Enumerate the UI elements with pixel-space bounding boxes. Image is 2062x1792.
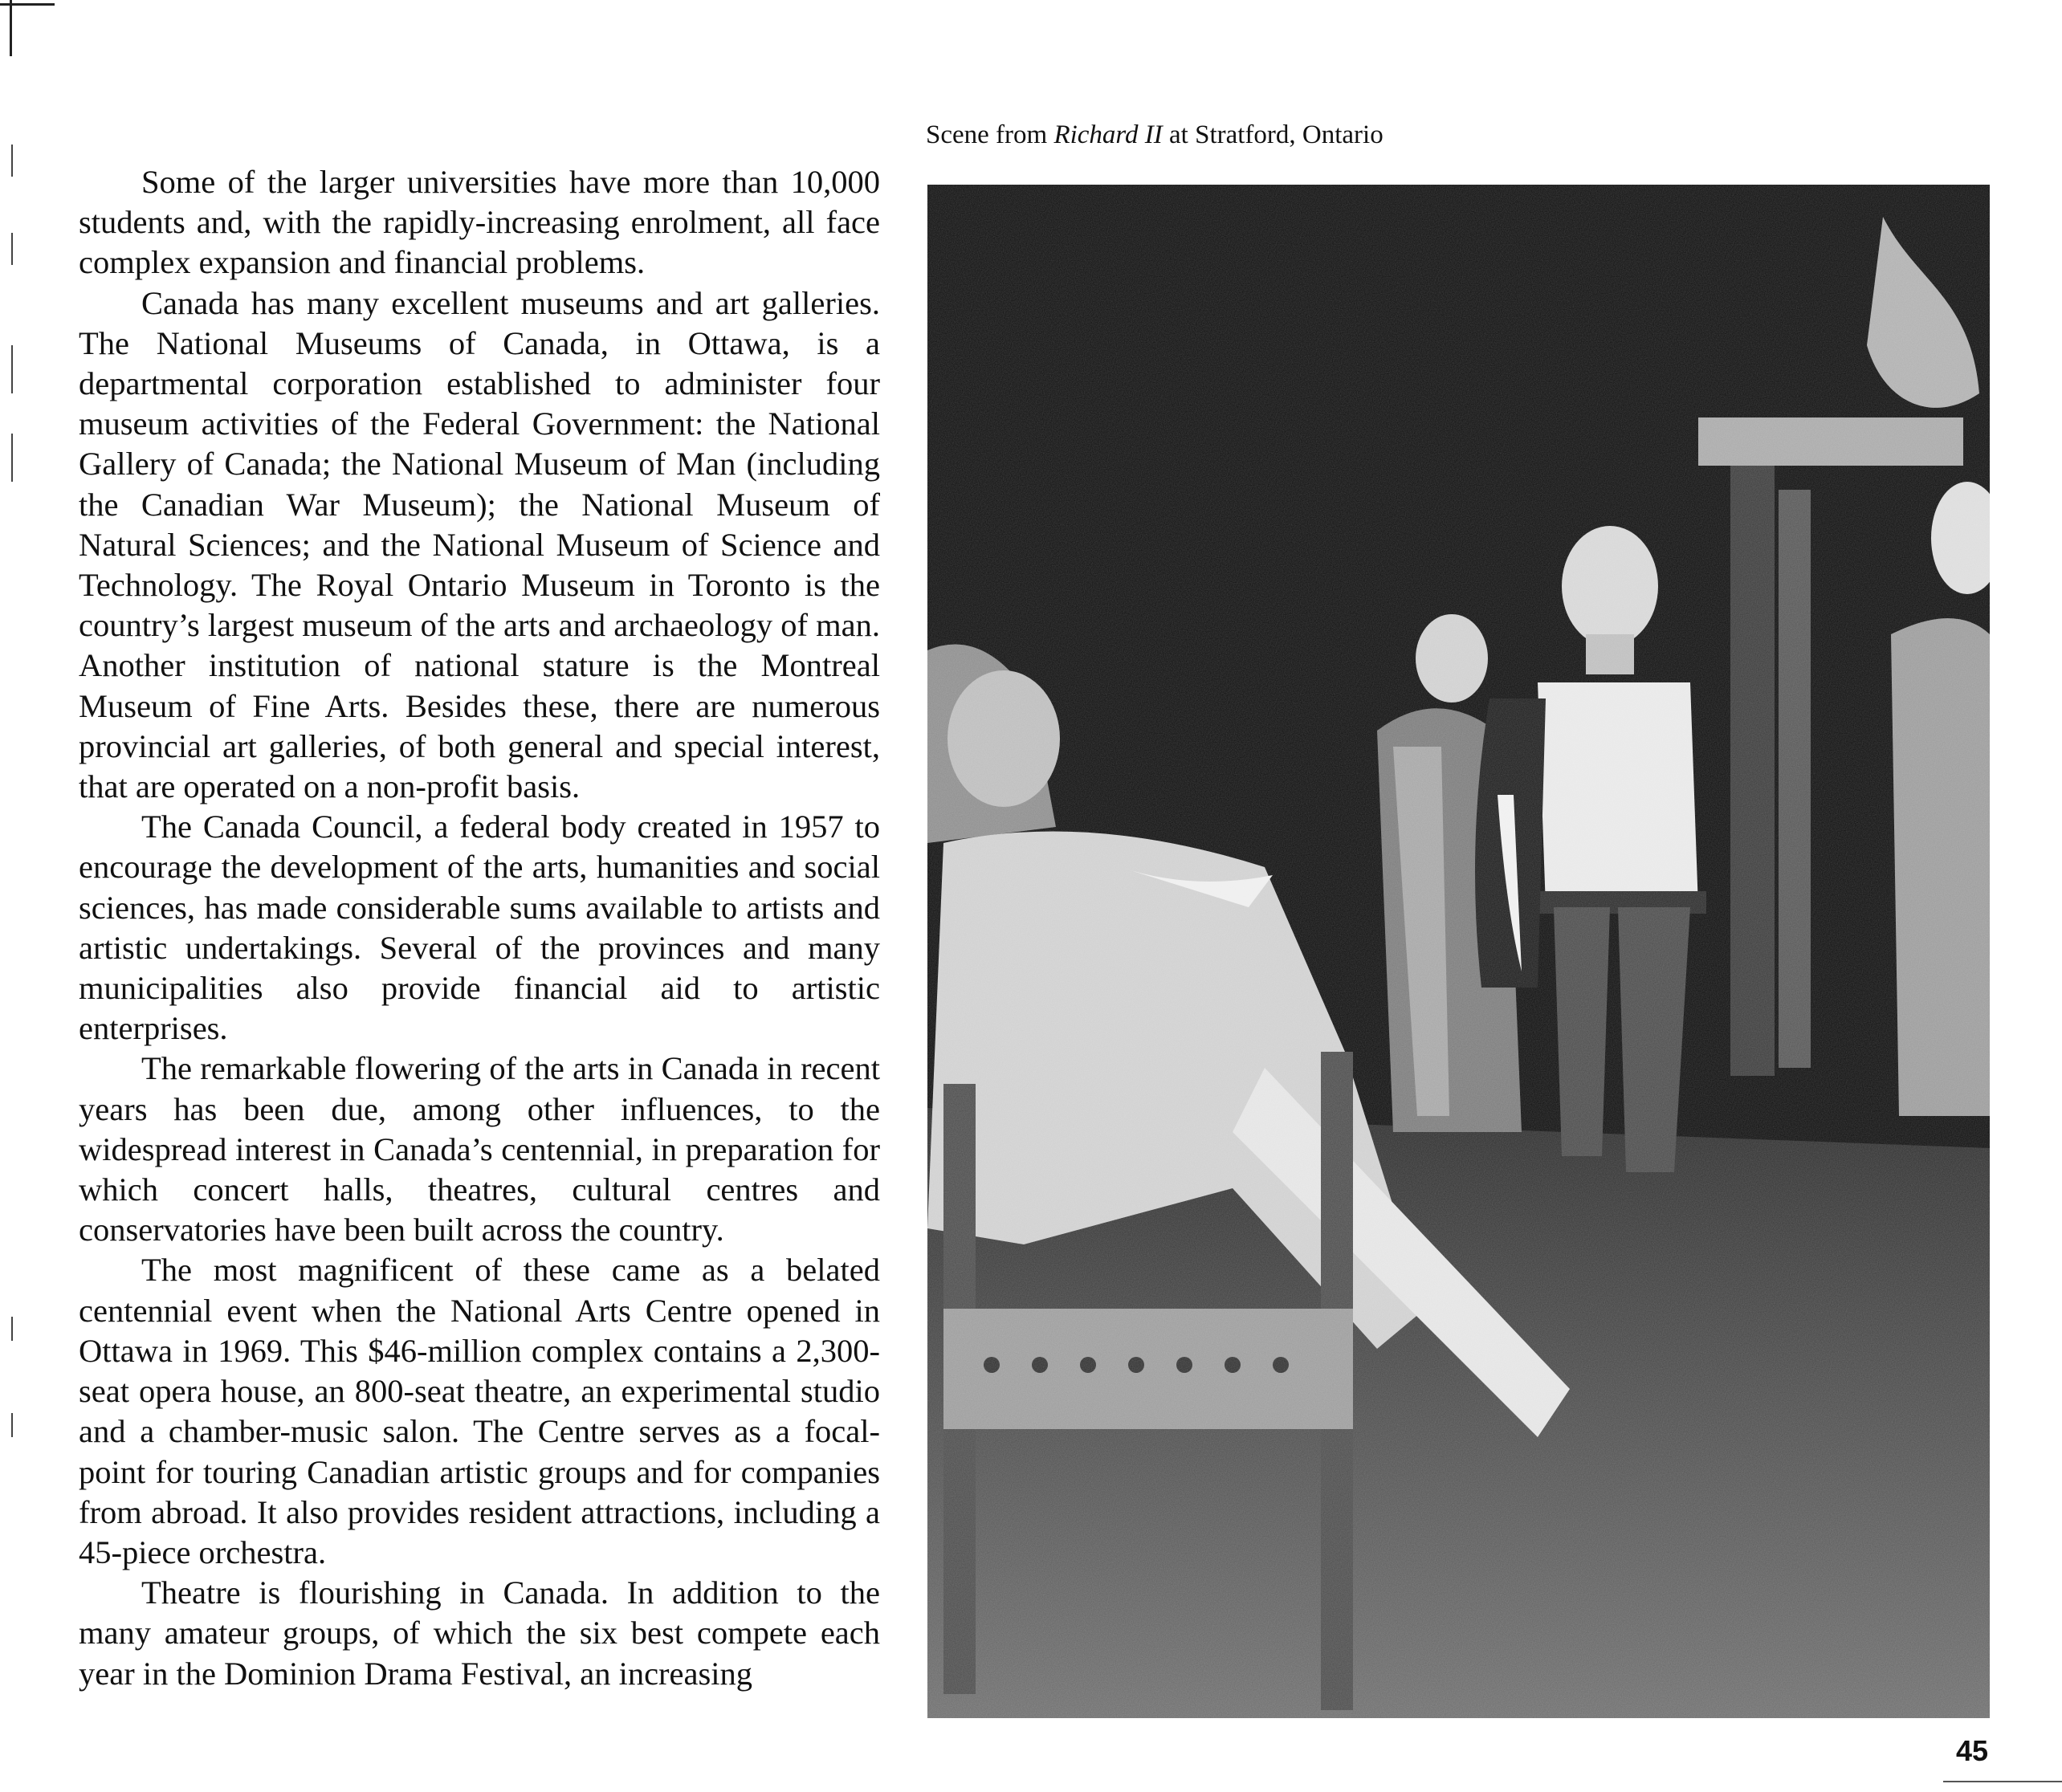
page-edge-mark — [11, 1413, 13, 1437]
stage-photo — [927, 185, 1990, 1718]
photo-caption — [926, 119, 1383, 151]
crop-mark — [10, 0, 12, 56]
article-body — [79, 162, 880, 1694]
caption-play-title: Richard II — [1053, 120, 1163, 149]
paragraph-canada-council: The Canada Council, a federal body created in 1957 to encourage the development of the arts, humanities and social sciences, has made considerable sums available to artists and artistic undertakings. Several of the provinces and many municipalities also provide financial aid to artistic enterprises. — [79, 808, 880, 1047]
paragraph-museums: Canada has many excellent museums and art galleries. The National Museums of Canada, in Ottawa, is a departmental corporation established to administer four museum activities of the Federal Government: the National Gallery of Canada; the National Museum of Man (including the Canadian War Museum); the National Museum of Natural Sciences; and the National Museum of Science and Technology. The Royal Ontario Museum in Toronto is the country’s largest museum of the arts and archaeology of man. Another institution of national stature is the Montreal Museum of Fine Arts. Besides these, there are numerous provincial art galleries, of both general and special interest, that are operated on a non-profit basis. — [79, 284, 880, 805]
stage-photo-illustration — [927, 185, 1990, 1718]
page-edge-mark — [11, 145, 13, 177]
crop-mark — [0, 3, 55, 6]
caption-suffix: at Stratford, Ontario — [1162, 120, 1383, 149]
paragraph-universities: Some of the larger universities have more than 10,000 students and, with the rapidly-increasing enrolment, all face complex expansion and financial problems. — [79, 164, 880, 281]
paragraph-theatre: Theatre is flourishing in Canada. In addition to the many amateur groups, of which the six best compete each year in the Dominion Drama Festival, an increasing — [79, 1574, 880, 1692]
page-edge-mark — [11, 345, 13, 393]
page-edge-mark — [11, 434, 13, 482]
page-edge-mark — [11, 233, 13, 265]
paragraph-national-arts-centre: The most magnificent of these came as a belated centennial event when the National Arts Centre opened in Ottawa in 1969. This $46-million complex contains a 2,300-seat opera house, an 800-seat theatre, an experimental studio and a chamber-music salon. The Centre serves as a focal-point for touring Canadian artistic groups and for companies from abroad. It also provides resident attractions, including a 45-piece orchestra. — [79, 1252, 880, 1570]
paragraph-arts-flowering: The remarkable flowering of the arts in Canada in recent years has been due, among other influences, to the widespread interest in Canada’s centennial, in preparation for which concert halls, theatres, cultural centres and conservatories have been built across the country. — [79, 1050, 880, 1248]
page-edge-mark — [11, 1317, 13, 1341]
page-footer-rule — [1943, 1781, 2062, 1782]
caption-prefix: Scene from — [926, 120, 1054, 149]
page-number: 45 — [1956, 1734, 1989, 1767]
